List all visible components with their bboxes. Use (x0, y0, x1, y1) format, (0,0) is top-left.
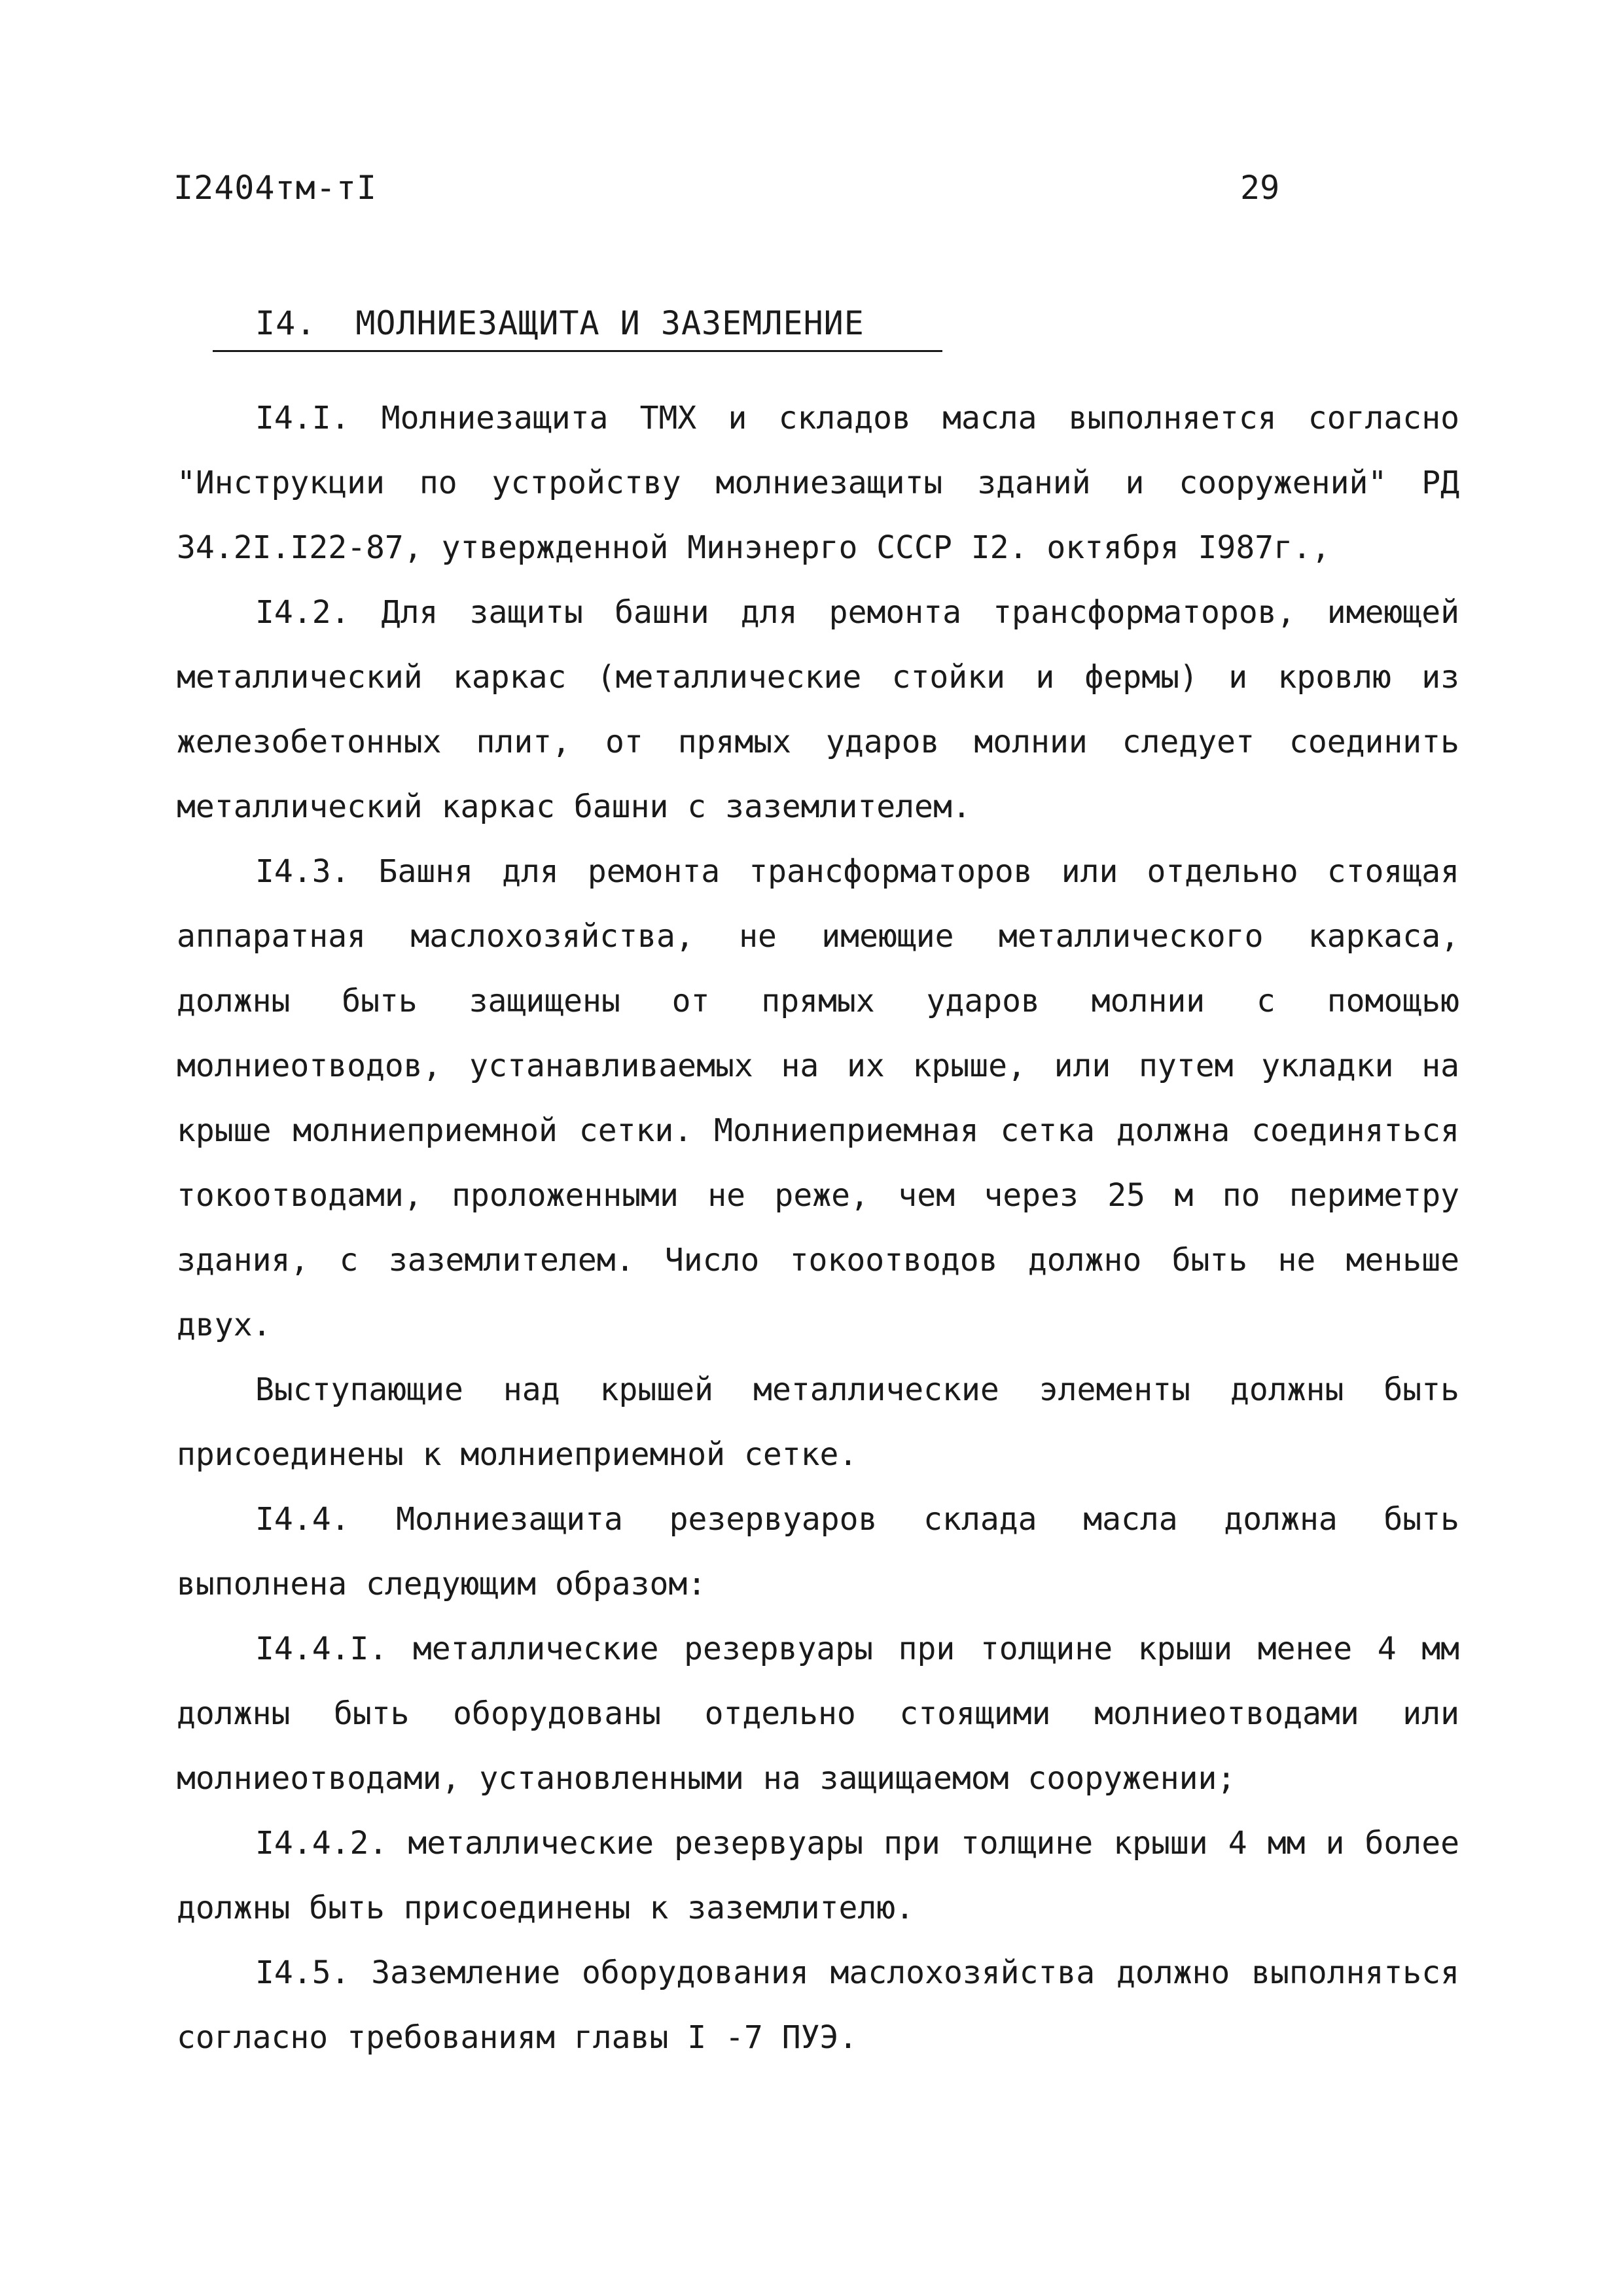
body-text (177, 386, 1459, 2070)
document-code: I2404тм-тI (173, 169, 378, 207)
section-heading (213, 304, 942, 352)
page-number: 29 (1240, 169, 1280, 207)
section-title: МОЛНИЕЗАЩИТА И ЗАЗЕМЛЕНИЕ (355, 304, 865, 342)
paragraph-14-4-1: I4.4.I. металлические резервуары при толщине крыши менее 4 мм должны быть оборудованы отдельно стоящими молниеотводами или молниеотводами, установленными на защищаемом сооружении; (177, 1631, 1459, 1797)
paragraph-14-3: I4.3. Башня для ремонта трансформаторов или отдельно стоящая аппаратная маслохозяйства, не имеющие металлического каркаса, должны быть защищены от прямых ударов молнии с помощью молниеотводов, устанавливаемых на их крыше, или путем укладки на крыше молниеприемной сетки. Молниеприемная сетка должна соединяться токоотводами, проложенными не реже, чем через 25 м по периметру здания, с заземлителем. Число токоотводов должно быть не меньше двух. (177, 853, 1459, 1343)
section-number: I4. (255, 304, 317, 342)
paragraph-14-4: I4.4. Молниезащита резервуаров склада масла должна быть выполнена следующим образом: (177, 1501, 1459, 1602)
paragraph-14-2: I4.2. Для защиты башни для ремонта трансформаторов, имеющей металлический каркас (металлические стойки и фермы) и кровлю из железобетонных плит, от прямых ударов молнии следует соединить металлический каркас башни с заземлителем. (177, 594, 1459, 825)
paragraph-14-5: I4.5. Заземление оборудования маслохозяйства должно выполняться согласно требованиям главы I -7 ПУЭ. (177, 1954, 1459, 2056)
paragraph-14-1: I4.I. Молниезащита ТМХ и складов масла выполняется согласно "Инструкции по устройству молниезащиты зданий и сооружений" РД 34.2I.I22-87, утвержденной Минэнерго СССР I2. октября I987г., (177, 400, 1459, 566)
paragraph-14-4-2: I4.4.2. металлические резервуары при толщине крыши 4 мм и более должны быть присоединены к заземлителю. (177, 1825, 1459, 1926)
paragraph-protruding-elements: Выступающие над крышей металлические элементы должны быть присоединены к молниеприемной сетке. (177, 1371, 1459, 1473)
